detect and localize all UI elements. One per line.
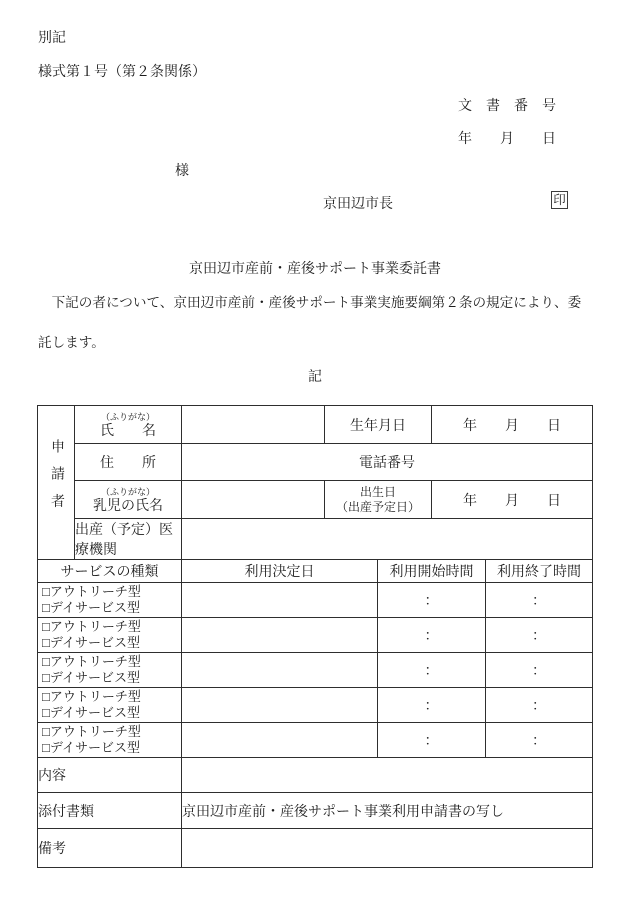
hospital-label-cell: 出産（予定）医療機関 (75, 519, 182, 560)
date-line: 年 月 日 (458, 132, 556, 147)
hospital-value-cell (182, 519, 593, 560)
doc-number-label: 文 書 番 号 (458, 99, 556, 114)
service-row (38, 583, 593, 618)
start-time-cell: ： (378, 688, 486, 723)
form-number: 様式第１号（第２条関係） (38, 65, 206, 80)
infant-birth-label-line2: （出産予定日） (335, 499, 420, 514)
outreach-checkbox-option: □アウトリーチ型 (42, 653, 141, 669)
birthdate-label-cell: 生年月日 (325, 406, 432, 444)
annotation-note: 別記 (38, 31, 66, 46)
decision-date-header: 利用決定日 (182, 560, 378, 583)
service-type-cell (38, 653, 182, 688)
birthdate-value-cell: 年 月 日 (432, 406, 593, 444)
start-time-cell: ： (378, 653, 486, 688)
record-marker: 記 (308, 370, 322, 385)
service-type-header: サービスの種類 (38, 560, 182, 583)
outreach-checkbox-option: □アウトリーチ型 (42, 618, 141, 634)
seal-stamp-icon: 印 (551, 191, 568, 209)
dayservice-checkbox-option: □デイサービス型 (42, 740, 140, 755)
service-row (38, 688, 593, 723)
infant-birth-label-line1: 出生日 (359, 484, 396, 499)
start-time-cell: ： (378, 583, 486, 618)
decision-date-cell (182, 653, 378, 688)
end-time-cell: ： (486, 723, 593, 758)
service-row (38, 653, 593, 688)
start-time-cell: ： (378, 618, 486, 653)
name-label-cell (75, 406, 182, 444)
service-type-cell (38, 688, 182, 723)
content-value-cell (182, 758, 593, 793)
document-title: 京田辺市産前・産後サポート事業委託書 (189, 262, 441, 277)
start-time-header: 利用開始時間 (378, 560, 486, 583)
remarks-label-cell: 備考 (38, 829, 182, 868)
sender-title: 京田辺市長 (323, 197, 393, 212)
remarks-value-cell (182, 829, 593, 868)
dayservice-checkbox-option: □デイサービス型 (42, 600, 140, 615)
body-line-1: 下記の者について、京田辺市産前・産後サポート事業実施要綱第２条の規定により、委 (51, 295, 582, 310)
end-time-cell: ： (486, 688, 593, 723)
end-time-cell: ： (486, 618, 593, 653)
infant-name-value-cell (182, 481, 325, 519)
name-value-cell (182, 406, 325, 444)
address-label-cell: 住 所 (75, 444, 182, 481)
outreach-checkbox-option: □アウトリーチ型 (42, 583, 141, 599)
start-time-cell: ： (378, 723, 486, 758)
end-time-cell: ： (486, 583, 593, 618)
infant-birthdate-label-cell (325, 481, 432, 519)
service-type-cell (38, 618, 182, 653)
service-row (38, 723, 593, 758)
decision-date-cell (182, 583, 378, 618)
infant-name-label: 乳児の氏名 (93, 498, 163, 514)
infant-birthdate-value-cell: 年 月 日 (432, 481, 593, 519)
end-time-cell: ： (486, 653, 593, 688)
attachment-value-cell: 京田辺市産前・産後サポート事業利用申請書の写し (182, 793, 593, 829)
furigana-label: （ふりがな） (100, 486, 155, 497)
service-type-cell (38, 723, 182, 758)
decision-date-cell (182, 688, 378, 723)
outreach-checkbox-option: □アウトリーチ型 (42, 723, 141, 739)
service-row (38, 618, 593, 653)
dayservice-checkbox-option: □デイサービス型 (42, 705, 140, 720)
body-line-2: 託します。 (38, 335, 105, 350)
dayservice-checkbox-option: □デイサービス型 (42, 670, 140, 685)
end-time-header: 利用終了時間 (486, 560, 593, 583)
name-label: 氏 名 (100, 423, 156, 439)
dayservice-checkbox-option: □デイサービス型 (42, 635, 140, 650)
outreach-checkbox-option: □アウトリーチ型 (42, 688, 141, 704)
decision-date-cell (182, 618, 378, 653)
infant-name-label-cell (75, 481, 182, 519)
applicant-group-cell (38, 406, 75, 560)
addressee-suffix: 様 (175, 164, 189, 179)
decision-date-cell (182, 723, 378, 758)
content-label-cell: 内容 (38, 758, 182, 793)
furigana-label: （ふりがな） (100, 411, 155, 422)
applicant-group-label: 申請者 (49, 439, 64, 521)
service-type-cell (38, 583, 182, 618)
form-table (37, 405, 593, 868)
attachment-label-cell: 添付書類 (38, 793, 182, 829)
address-phone-cell: 電話番号 (182, 444, 593, 481)
